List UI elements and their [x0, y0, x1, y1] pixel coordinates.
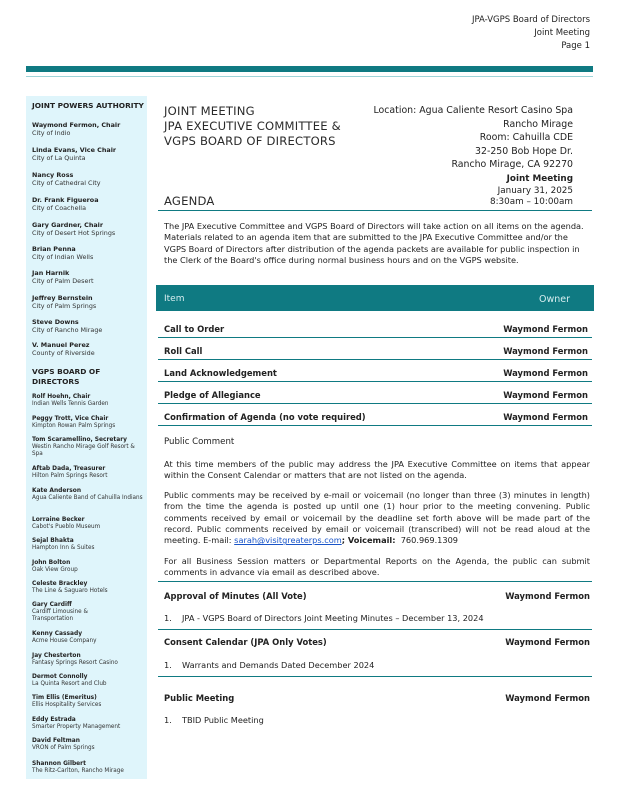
section-item-text: Warrants and Demands Dated December 2024: [182, 660, 375, 670]
section-owner: Waymond Fermon: [505, 637, 590, 647]
jpa-member-affiliation: City of La Quinta: [32, 154, 86, 162]
location-line: Location: Agua Caliente Resort Casino Spa: [373, 105, 573, 116]
jpa-heading: JOINT POWERS AUTHORITY: [32, 101, 144, 110]
vgps-member-affiliation: Fantasy Springs Resort Casino: [32, 660, 118, 666]
jpa-member-affiliation: City of Palm Desert: [32, 277, 94, 285]
jpa-member-affiliation: City of Cathedral City: [32, 179, 101, 187]
header-owner: Owner: [538, 294, 570, 305]
agenda-intro: The JPA Executive Committee and VGPS Board of Directors will take action on all items on the agenda. Materials related to an agenda item that are submitted to the JPA Executive Committee and/or the VGPS Board of Directors after distribution of the agenda packets are available for public inspection in the Clerk of the Board's office during normal business hours and on the VGPS website.: [164, 221, 584, 265]
public-comment-p2-text: Public comments may be received by e-mail or voicemail (no longer than three (3) minutes in length) from the time the agenda is posted up until one (1) hour prior to the meeting convening. Public comments received by email or voicemail by the deadline set forth above will be made part of the record. Public comments received by email or voicemail (transcribed) will not be read aloud at the meeting. E-mail:: [164, 490, 590, 546]
vgps-member-affiliation: The Line & Saguaro Hotels: [32, 588, 108, 594]
vgps-member-affiliation: Smarter Property Management: [32, 724, 121, 730]
agenda-row-owner: Waymond Fermon: [503, 346, 588, 356]
vgps-member-name: Tom Scaramellino, Secretary: [32, 437, 127, 443]
vgps-member-name: Kate Anderson: [32, 488, 82, 494]
public-comment-p3: For all Business Session matters or Departmental Reports on the Agenda, the public can submit comments in advance via email as described above.: [164, 556, 590, 578]
vgps-member-name: Eddy Estrada: [32, 717, 76, 723]
public-comment-p1: At this time members of the public may address the JPA Executive Committee on items that appear within the Consent Calendar or matters that are not listed on the agenda.: [164, 459, 590, 481]
title-line: JPA EXECUTIVE COMMITTEE &: [164, 119, 341, 133]
vgps-member-name: Lorraine Becker: [32, 517, 85, 523]
vgps-member-affiliation: Cabot's Pueblo Museum: [32, 524, 101, 530]
section-item-number: 1.: [164, 613, 172, 623]
voicemail-label: ; Voicemail:: [341, 535, 396, 546]
location-line: Rancho Mirage, CA 92270: [451, 159, 573, 170]
jpa-member-name: Jeffrey Bernstein: [32, 294, 93, 302]
section-owner: Waymond Fermon: [505, 693, 590, 703]
jpa-member-name: Linda Evans, Vice Chair: [32, 146, 117, 154]
section-owner: Waymond Fermon: [505, 591, 590, 601]
vgps-member-name: Rolf Hoehn, Chair: [32, 394, 91, 400]
agenda-row-item: Pledge of Allegiance: [164, 390, 261, 400]
vgps-member-affiliation: Agua Caliente Band of Cahuilla Indians: [32, 495, 143, 501]
agenda-section-title: [164, 693, 592, 703]
section-title: Consent Calendar (JPA Only Votes): [164, 637, 327, 647]
agenda-heading: AGENDA: [164, 194, 215, 208]
agenda-section-title: [164, 637, 592, 647]
title-line: VGPS BOARD OF DIRECTORS: [164, 134, 336, 148]
vgps-member-name: John Bolton: [32, 560, 71, 566]
vgps-member-name: Sejal Bhakta: [32, 538, 74, 544]
agenda-row-owner: Waymond Fermon: [503, 390, 588, 400]
section-item-number: 1.: [164, 715, 172, 725]
vgps-member-affiliation: Acme House Company: [32, 638, 97, 644]
comment-email-link[interactable]: sarah@visitgreaterps.com: [234, 535, 342, 546]
agenda-section-title: [164, 591, 592, 601]
vgps-member-name: Jay Chesterton: [32, 653, 81, 659]
location-line: Room: Cahuilla CDE: [479, 132, 573, 143]
jpa-member-name: Dr. Frank Figueroa: [32, 196, 99, 204]
meeting-title: [164, 104, 341, 149]
meeting-time: 8:30am – 10:00am: [489, 197, 573, 207]
agenda-row: [158, 315, 592, 338]
public-comment-heading: Public Comment: [164, 437, 235, 447]
section-item-text: TBID Public Meeting: [182, 715, 264, 725]
jpa-member-affiliation: City of Indian Wells: [32, 253, 94, 261]
meeting-date: January 31, 2025: [497, 185, 573, 196]
vgps-member-affiliation: Kimpton Rowan Palm Springs: [32, 423, 116, 429]
header-page: Page 1: [561, 41, 590, 51]
vgps-member-affiliation: Westin Rancho Mirage Golf Resort & Spa: [32, 444, 135, 457]
jpa-member-affiliation: City of Desert Hot Springs: [32, 229, 116, 237]
header-meeting: Joint Meeting: [534, 28, 590, 38]
section-item-number: 1.: [164, 660, 172, 670]
page-header: [472, 14, 590, 53]
agenda-row: [158, 359, 592, 382]
vgps-member-name: Dermot Connolly: [32, 674, 88, 680]
agenda-row-item: Land Acknowledgement: [164, 368, 277, 378]
vgps-member-affiliation: La Quinta Resort and Club: [32, 681, 107, 687]
jpa-member-name: Steve Downs: [32, 318, 79, 326]
jpa-member-name: Jan Harnik: [32, 269, 70, 277]
vgps-member-name: Tim Ellis (Emeritus): [32, 695, 97, 701]
meeting-type: Joint Meeting: [506, 174, 573, 184]
agenda-row-item: Roll Call: [164, 346, 203, 356]
vgps-member-affiliation: VRON of Palm Springs: [32, 745, 95, 751]
vgps-member-name: Celeste Brackley: [32, 581, 88, 587]
section-item: [164, 613, 484, 623]
vgps-member-affiliation: Cardiff Limousine & Transportation: [32, 609, 88, 622]
jpa-member-affiliation: City of Indio: [32, 129, 71, 137]
agenda-rule: [158, 210, 592, 211]
header-org: JPA-VGPS Board of Directors: [471, 15, 590, 25]
vgps-member-affiliation: Hilton Palm Springs Resort: [32, 473, 108, 479]
header-item: Item: [164, 294, 185, 304]
jpa-member-name: Gary Gardner, Chair: [32, 221, 104, 229]
section-title: Public Meeting: [164, 693, 235, 703]
section-title: Approval of Minutes (All Vote): [164, 591, 307, 601]
jpa-member-affiliation: County of Riverside: [32, 349, 95, 357]
agenda-table-header: [156, 285, 594, 311]
agenda-row-owner: Waymond Fermon: [503, 324, 588, 334]
jpa-member-name: Brian Penna: [32, 245, 76, 253]
agenda-row: [158, 403, 592, 426]
jpa-member-affiliation: City of Coachella: [32, 204, 86, 212]
section-divider: [158, 629, 592, 630]
agenda-row: [158, 337, 592, 360]
location-line: 32-250 Bob Hope Dr.: [475, 145, 573, 157]
vgps-member-affiliation: The Ritz-Carlton, Rancho Mirage: [32, 768, 124, 774]
voicemail-number: 760.969.1309: [400, 535, 459, 546]
public-comment-p2: [164, 490, 590, 546]
board-sidebar: [26, 96, 147, 779]
jpa-member-affiliation: City of Palm Springs: [32, 302, 97, 310]
meeting-info: [490, 174, 573, 209]
header-rule: [26, 66, 593, 72]
vgps-member-name: Aftab Dada, Treasurer: [32, 466, 106, 472]
vgps-member-affiliation: Hampton Inn & Suites: [32, 545, 95, 551]
agenda-row: [158, 381, 592, 404]
vgps-heading: VGPS BOARD OF DIRECTORS: [32, 367, 101, 386]
agenda-row-owner: Waymond Fermon: [503, 412, 588, 422]
vgps-member-affiliation: Ellis Hospitality Services: [32, 702, 102, 708]
vgps-member-name: Gary Cardiff: [32, 602, 72, 608]
jpa-member-name: Waymond Fermon, Chair: [32, 121, 121, 129]
section-item: [164, 715, 264, 725]
section-item-text: JPA - VGPS Board of Directors Joint Meeting Minutes – December 13, 2024: [182, 613, 484, 623]
jpa-member-name: V. Manuel Perez: [32, 341, 90, 349]
agenda-row-owner: Waymond Fermon: [503, 368, 588, 378]
meeting-location: [373, 104, 573, 172]
section-item: [164, 660, 374, 670]
vgps-member-name: Shannon Gilbert: [32, 761, 86, 767]
section-divider: [158, 581, 592, 582]
jpa-member-name: Nancy Ross: [32, 171, 74, 179]
vgps-member-name: Kenny Cassady: [32, 631, 83, 637]
location-line: Rancho Mirage: [503, 118, 573, 130]
agenda-row-item: Call to Order: [164, 324, 225, 334]
header-rule-thin: [26, 76, 593, 77]
vgps-member-name: David Feltman: [32, 738, 80, 744]
section-divider: [158, 676, 592, 677]
agenda-row-item: Confirmation of Agenda (no vote required): [164, 412, 366, 422]
jpa-member-affiliation: City of Rancho Mirage: [32, 326, 103, 334]
vgps-member-affiliation: Indian Wells Tennis Garden: [32, 401, 109, 407]
title-line: JOINT MEETING: [164, 104, 255, 118]
vgps-member-affiliation: Oak View Group: [32, 567, 78, 573]
vgps-member-name: Peggy Trott, Vice Chair: [32, 416, 109, 422]
